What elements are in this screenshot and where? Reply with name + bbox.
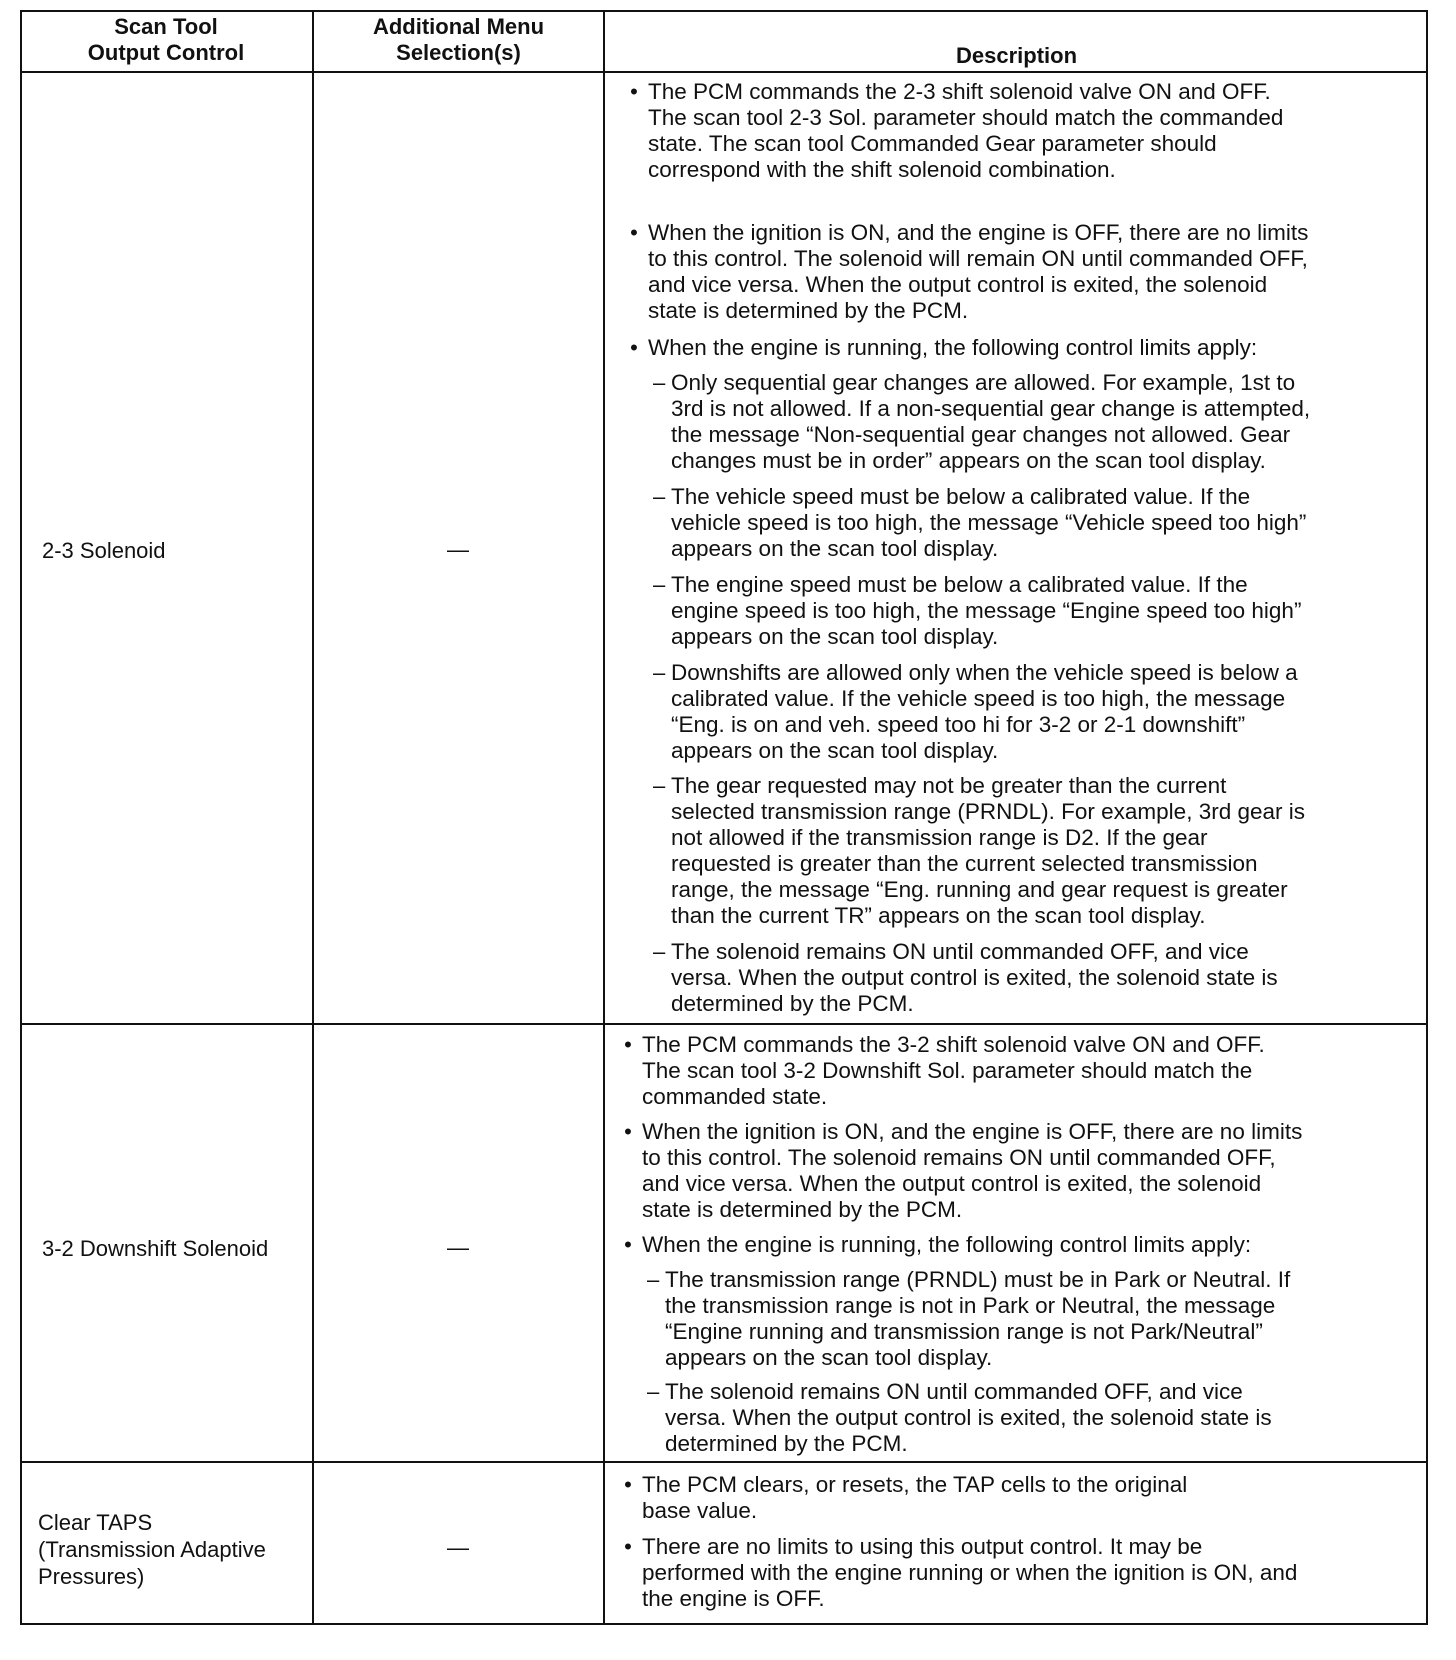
row-3-2-downshift-solenoid-control xyxy=(42,1235,268,1262)
control-name: 3-2 Downshift Solenoid xyxy=(42,1236,269,1261)
bullet-line: state is determined by the PCM. xyxy=(648,298,969,323)
bullet-line: performed with the engine running or when the ignition is ON, and xyxy=(642,1560,1298,1585)
control-name-line: Clear TAPS xyxy=(38,1510,153,1535)
sub-line: appears on the scan tool display. xyxy=(671,536,999,561)
menu-selection-none xyxy=(313,1235,603,1261)
dash-marker: – xyxy=(653,572,666,597)
dash-marker: – xyxy=(647,1379,660,1404)
dash-marker: – xyxy=(653,660,666,685)
header-line: Additional Menu xyxy=(372,14,545,39)
sub-line: vehicle speed is too high, the message “Vehicle speed too high” xyxy=(671,510,1307,535)
bullet-line: When the engine is running, the following control limits apply: xyxy=(642,1232,1252,1257)
dash-marker: – xyxy=(653,773,666,798)
bullet-line: When the ignition is ON, and the engine is OFF, there are no limits xyxy=(648,220,1309,245)
bullet-line: state. The scan tool Commanded Gear parameter should xyxy=(648,131,1217,156)
sub-line: not allowed if the transmission range is D2. If the gear xyxy=(671,825,1208,850)
row-divider xyxy=(20,1461,1428,1463)
sub-line: Only sequential gear changes are allowed. For example, 1st to xyxy=(671,370,1296,395)
bullet-line: base value. xyxy=(642,1498,758,1523)
control-name-line: (Transmission Adaptive xyxy=(38,1537,266,1562)
sub-line: the transmission range is not in Park or Neutral, the message xyxy=(665,1293,1276,1318)
bullet-item xyxy=(623,335,1413,365)
sub-line: range, the message “Eng. running and gear request is greater xyxy=(671,877,1288,902)
row-divider xyxy=(20,1023,1428,1025)
sub-line: appears on the scan tool display. xyxy=(671,624,999,649)
bullet-line: to this control. The solenoid will remain ON until commanded OFF, xyxy=(648,246,1308,271)
sub-line: The vehicle speed must be below a calibrated value. If the xyxy=(671,484,1251,509)
bullet-item xyxy=(623,220,1413,330)
sub-line: the message “Non-sequential gear changes not allowed. Gear xyxy=(671,422,1291,447)
sub-line: The solenoid remains ON until commanded OFF, and vice xyxy=(671,939,1249,964)
row-clear-taps-control xyxy=(38,1509,266,1590)
sub-line: 3rd is not allowed. If a non-sequential gear change is attempted, xyxy=(671,396,1311,421)
sub-line: The solenoid remains ON until commanded OFF, and vice xyxy=(665,1379,1243,1404)
sub-line: versa. When the output control is exited, the solenoid state is xyxy=(671,965,1278,990)
bullet-dot-icon: • xyxy=(624,1534,632,1559)
bullet-dot-icon: • xyxy=(630,335,638,360)
bullet-line: to this control. The solenoid remains ON until commanded OFF, xyxy=(642,1145,1276,1170)
sub-line: appears on the scan tool display. xyxy=(665,1345,993,1370)
header-scan-tool-output-control xyxy=(20,14,312,66)
sub-line: “Eng. is on and veh. speed too hi for 3-2 or 2-1 downshift” xyxy=(671,712,1246,737)
dash-marker: – xyxy=(653,484,666,509)
header-line: Selection(s) xyxy=(396,40,521,65)
bullet-line: When the ignition is ON, and the engine is OFF, there are no limits xyxy=(642,1119,1303,1144)
bullet-line: correspond with the shift solenoid combination. xyxy=(648,157,1116,182)
header-additional-menu-selections xyxy=(314,14,603,66)
column-divider xyxy=(312,10,314,1625)
bullet-line: The PCM clears, or resets, the TAP cells to the original xyxy=(642,1472,1188,1497)
dash-marker: – xyxy=(647,1267,660,1292)
sub-line: calibrated value. If the vehicle speed is too high, the message xyxy=(671,686,1286,711)
header-line: Output Control xyxy=(87,40,245,65)
control-name: 2-3 Solenoid xyxy=(42,538,166,563)
bullet-line: state is determined by the PCM. xyxy=(642,1197,963,1222)
sub-line: “Engine running and transmission range is not Park/Neutral” xyxy=(665,1319,1263,1344)
bullet-line: the engine is OFF. xyxy=(642,1586,825,1611)
menu-selection-none xyxy=(313,1535,603,1561)
sub-line: determined by the PCM. xyxy=(671,991,914,1016)
bullet-dot-icon: • xyxy=(624,1472,632,1497)
sub-line: requested is greater than the current selected transmission xyxy=(671,851,1258,876)
menu-dash: — xyxy=(447,1535,469,1560)
sub-line: versa. When the output control is exited, the solenoid state is xyxy=(665,1405,1272,1430)
bullet-line: commanded state. xyxy=(642,1084,828,1109)
bullet-dot-icon: • xyxy=(624,1119,632,1144)
bullet-line: The scan tool 2-3 Sol. parameter should match the commanded xyxy=(648,105,1284,130)
sub-line: The gear requested may not be greater than the current xyxy=(671,773,1227,798)
sub-line: appears on the scan tool display. xyxy=(671,738,999,763)
sub-line: selected transmission range (PRNDL). For example, 3rd gear is xyxy=(671,799,1305,824)
bullet-dot-icon: • xyxy=(624,1232,632,1257)
sub-line: determined by the PCM. xyxy=(665,1431,908,1456)
control-name-line: Pressures) xyxy=(38,1564,145,1589)
bullet-dot-icon: • xyxy=(624,1032,632,1057)
menu-dash: — xyxy=(447,537,469,562)
bullet-line: When the engine is running, the following control limits apply: xyxy=(648,335,1258,360)
bullet-line: and vice versa. When the output control is exited, the solenoid xyxy=(642,1171,1262,1196)
sub-line: The engine speed must be below a calibrated value. If the xyxy=(671,572,1248,597)
bullet-line: and vice versa. When the output control is exited, the solenoid xyxy=(648,272,1268,297)
sub-line: than the current TR” appears on the scan tool display. xyxy=(671,903,1206,928)
header-divider xyxy=(20,71,1428,73)
bullet-line: The PCM commands the 2-3 shift solenoid valve ON and OFF. xyxy=(648,79,1271,104)
bullet-item xyxy=(623,79,1413,189)
bullet-line: The PCM commands the 3-2 shift solenoid valve ON and OFF. xyxy=(642,1032,1265,1057)
output-control-table xyxy=(20,10,1428,1625)
menu-selection-none xyxy=(313,537,603,563)
row-2-3-solenoid-control xyxy=(42,537,166,564)
sub-line: Downshifts are allowed only when the vehicle speed is below a xyxy=(671,660,1298,685)
dash-marker: – xyxy=(653,939,666,964)
menu-dash: — xyxy=(447,1235,469,1260)
bullet-dot-icon: • xyxy=(630,79,638,104)
header-line: Scan Tool xyxy=(114,14,218,39)
column-divider xyxy=(603,10,605,1625)
dash-marker: – xyxy=(653,370,666,395)
bullet-dot-icon: • xyxy=(630,220,638,245)
sub-line: changes must be in order” appears on the scan tool display. xyxy=(671,448,1266,473)
header-line: Description xyxy=(955,43,1078,68)
bullet-line: The scan tool 3-2 Downshift Sol. parameter should match the xyxy=(642,1058,1253,1083)
sub-line: The transmission range (PRNDL) must be in Park or Neutral. If xyxy=(665,1267,1291,1292)
sub-line: engine speed is too high, the message “Engine speed too high” xyxy=(671,598,1302,623)
header-description xyxy=(605,43,1428,69)
bullet-line: There are no limits to using this output control. It may be xyxy=(642,1534,1203,1559)
